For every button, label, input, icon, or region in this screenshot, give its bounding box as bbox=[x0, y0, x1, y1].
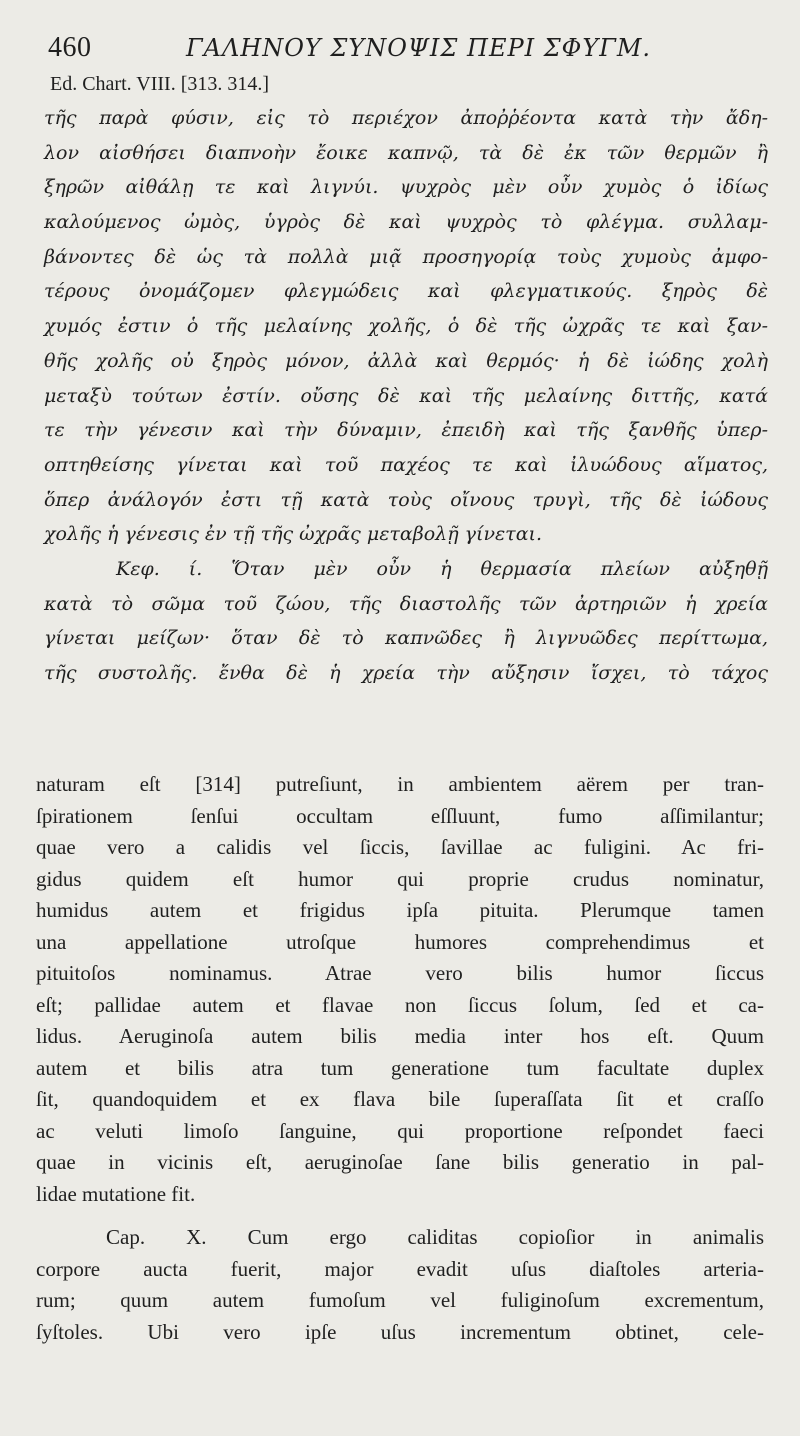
latin-text-block bbox=[36, 769, 764, 1348]
greek-line: χολῆς ἡ γένεσις ἐν τῇ τῆς ὠχρᾶς μεταβολῇ γίνεται. bbox=[44, 523, 543, 546]
page-number: 460 bbox=[48, 32, 92, 63]
greek-line: χυμός ἐστιν ὁ τῆς μελαίνης χολῆς, ὁ δὲ τῆς ὠχρᾶς τε καὶ ξαν- bbox=[44, 315, 768, 338]
latin-line: ſit, quandoquidem et ex flava bile ſuperaſſata ſit et craſſo bbox=[36, 1087, 764, 1111]
latin-line: lidus. Aeruginoſa autem bilis media inter hos eſt. Quum bbox=[36, 1024, 764, 1048]
greek-line: τῆς παρὰ φύσιν, εἰς τὸ περιέχον ἀποῤῥέοντα κατὰ τὴν ἄδη- bbox=[44, 107, 768, 129]
latin-chapter-line: Cap. X. Cum ergo caliditas copioſior in animalis bbox=[106, 1225, 764, 1249]
latin-line: naturam eſt [314] putreſiunt, in ambientem aërem per tran- bbox=[36, 772, 764, 796]
latin-line: lidae mutatione fit. bbox=[36, 1181, 196, 1206]
latin-line: ſpirationem ſenſui occultam eſſluunt, fumo aſſimilantur; bbox=[36, 803, 764, 828]
latin-line: corpore aucta fuerit, major evadit uſus diaſtoles arteria- bbox=[36, 1256, 764, 1281]
latin-line: gidus quidem eſt humor qui proprie crudus nominatur, bbox=[36, 866, 764, 891]
latin-line: quae in vicinis eſt, aeruginoſae ſane bilis generatio in pal- bbox=[36, 1150, 764, 1174]
greek-line: τε τὴν γένεσιν καὶ τὴν δύναμιν, ἐπειδὴ καὶ τῆς ξανθῆς ὑπερ- bbox=[44, 419, 768, 442]
latin-line: quae vero a calidis vel ſiccis, ſavillae ac fuligini. Ac fri- bbox=[36, 835, 764, 859]
latin-line: ac veluti limoſo ſanguine, qui proportione reſpondet faeci bbox=[36, 1118, 764, 1143]
paragraph-gap bbox=[36, 1210, 764, 1222]
greek-line: ξηρῶν αἰθάλῃ τε καὶ λιγνύι. ψυχρὸς μὲν οὖν χυμὸς ὁ ἰδίως bbox=[44, 176, 768, 199]
latin-line: humidus autem et frigidus ipſa pituita. Plerumque tamen bbox=[36, 898, 764, 922]
page-header bbox=[36, 28, 764, 72]
greek-line: ὅπερ ἀνάλογόν ἐστι τῇ κατὰ τοὺς οἴνους τρυγὶ, τῆς δὲ ἰώδους bbox=[44, 488, 768, 511]
running-title: ΓΑΛΗΝΟΥ ΣΥΝΟΨΙΣ ΠΕΡΙ ΣΦΥΓΜ. bbox=[186, 34, 652, 62]
latin-line: ſyſtoles. Ubi vero ipſe uſus incrementum obtinet, cele- bbox=[36, 1319, 764, 1344]
greek-text-block bbox=[44, 101, 768, 691]
greek-line: τέρους ὀνομάζομεν φλεγμώδεις καὶ φλεγματικούς. ξηρὸς δὲ bbox=[44, 280, 768, 303]
greek-line: τῆς συστολῆς. ἔνθα δὲ ἡ χρεία τὴν αὔξησιν ἴσχει, τὸ τάχος bbox=[44, 662, 768, 684]
latin-line: eſt; pallidae autem et flavae non ſiccus ſolum, ſed et ca- bbox=[36, 992, 764, 1017]
latin-line: pituitoſos nominamus. Atrae vero bilis humor ſiccus bbox=[36, 961, 764, 985]
greek-line: καλούμενος ὠμὸς, ὑγρὸς δὲ καὶ ψυχρὸς τὸ φλέγμα. συλλαμ- bbox=[44, 211, 768, 234]
edition-reference: Ed. Chart. VIII. [313. 314.] bbox=[50, 73, 270, 95]
greek-line: κατὰ τὸ σῶμα τοῦ ζώου, τῆς διαστολῆς τῶν ἀρτηριῶν ἡ χρεία bbox=[44, 592, 768, 615]
latin-line: rum; quum autem fumoſum vel fuliginoſum excrementum, bbox=[36, 1288, 764, 1312]
latin-line: autem et bilis atra tum generatione tum facultate duplex bbox=[36, 1055, 764, 1080]
greek-line: μεταξὺ τούτων ἐστίν. οὔσης δὲ καὶ τῆς μελαίνης διττῆς, κατά bbox=[44, 384, 768, 407]
greek-line: γίνεται μείζων· ὅταν δὲ τὸ καπνῶδες ἢ λιγνυῶδες περίττωμα, bbox=[44, 627, 768, 650]
greek-line: οπτηθείσης γίνεται καὶ τοῦ παχέος τε καὶ ἰλυώδους αἵματος, bbox=[44, 453, 768, 476]
greek-line: λον αἰσθήσει διαπνοὴν ἔοικε καπνῷ, τὰ δὲ ἐκ τῶν θερμῶν ἢ bbox=[44, 141, 768, 164]
latin-line: una appellatione utroſque humores comprehendimus et bbox=[36, 929, 764, 954]
greek-chapter-line: Κεφ. ί. Ὅταν μὲν οὖν ἡ θερμασία πλείων αὐξηθῇ bbox=[116, 557, 768, 580]
greek-line: βάνοντες δὲ ὡς τὰ πολλὰ μιᾷ προσηγορίᾳ τοὺς χυμοὺς ἀμφο- bbox=[44, 245, 768, 268]
greek-line: θῆς χολῆς οὐ ξηρὸς μόνον, ἀλλὰ καὶ θερμός· ἡ δὲ ἰώδης χολὴ bbox=[44, 349, 768, 372]
